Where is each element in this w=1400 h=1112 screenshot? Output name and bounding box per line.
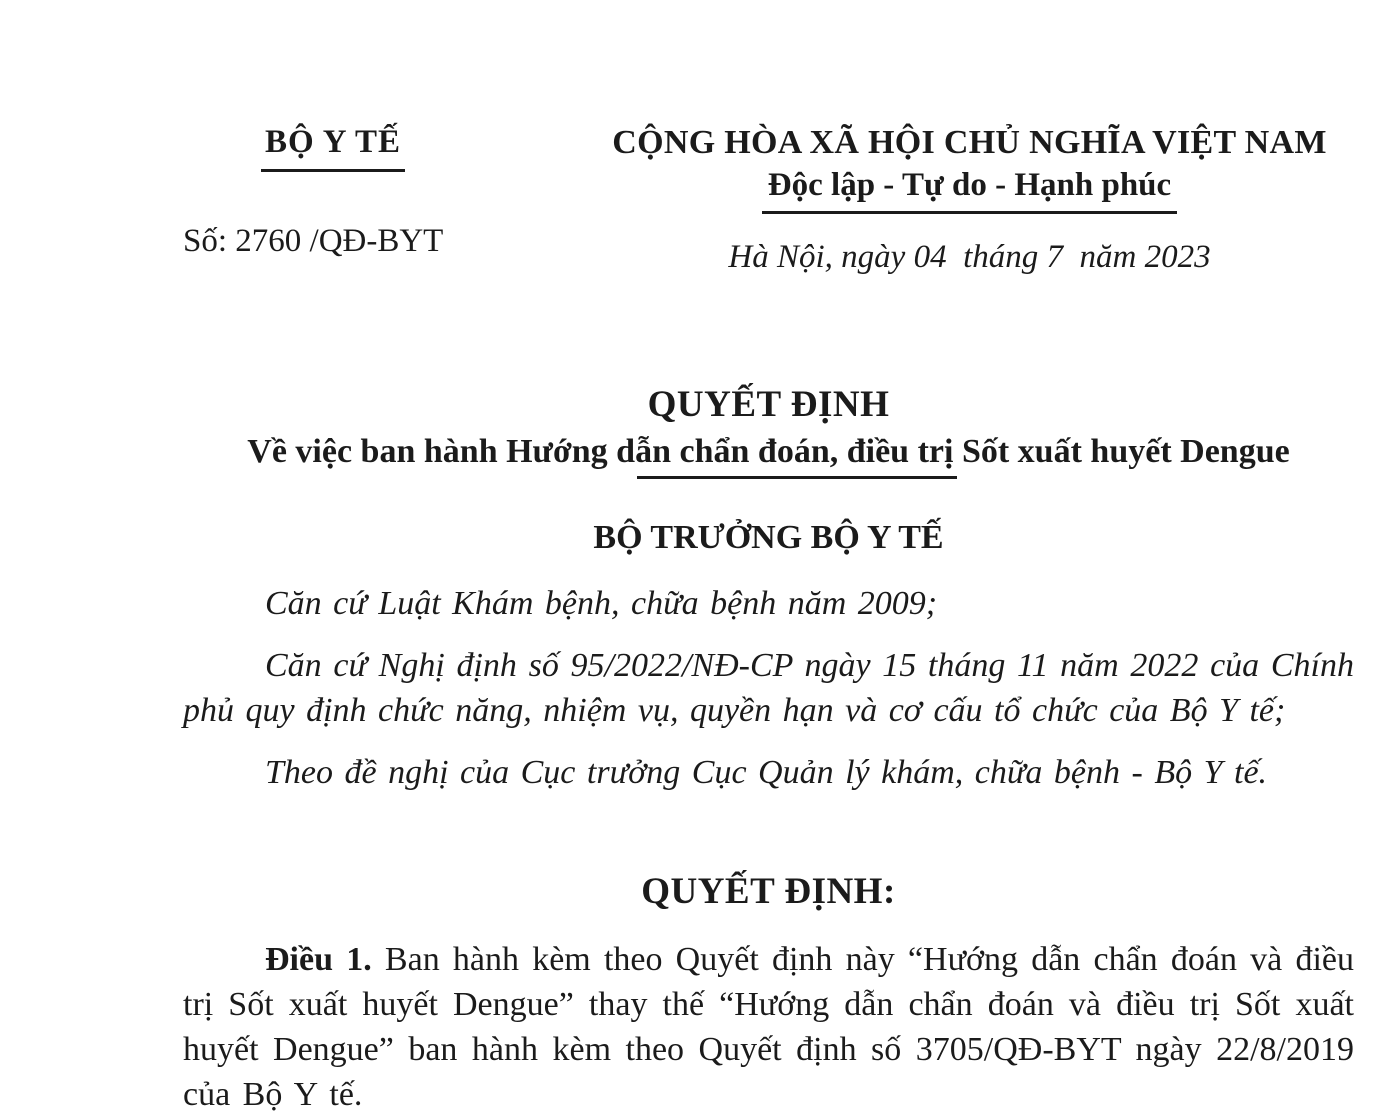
article-1-text: Ban hành kèm theo Quyết định này “Hướng dẫn chẩn đoán và điều trị Sốt xuất huyết Dengue” thay thế “Hướng dẫn chẩn đoán và điều trị Sốt xuất huyết Dengue” ban hành kèm theo Quyết định số 3705/QĐ-BYT ngày 22/8/2019 của Bộ Y tế.	[183, 941, 1355, 1112]
document-header	[183, 123, 1354, 276]
subject-divider	[637, 476, 957, 479]
preamble-paragraph: Căn cứ Luật Khám bệnh, chữa bệnh năm 2009;	[265, 585, 938, 622]
article-1-label: Điều 1.	[265, 941, 372, 978]
national-motto-text: Độc lập - Tự do - Hạnh phúc	[762, 166, 1177, 214]
decision-title: QUYẾT ĐỊNH	[647, 384, 890, 425]
article-1-paragraph	[183, 937, 1354, 1112]
preamble-paragraph: Theo đề nghị của Cục trưởng Cục Quản lý khám, chữa bệnh - Bộ Y tế.	[265, 754, 1268, 791]
decision-command-heading: QUYẾT ĐỊNH:	[641, 871, 896, 912]
preamble-section	[183, 581, 1354, 795]
document-number: Số: 2760 /QĐ-BYT	[183, 223, 444, 259]
place-date-line: Hà Nội, ngày 04 tháng 7 năm 2023	[728, 239, 1211, 275]
national-motto	[585, 166, 1354, 214]
issuer-heading: BỘ TRƯỞNG BỘ Y TẾ	[593, 519, 944, 556]
decision-subject: Về việc ban hành Hướng dẫn chẩn đoán, điều trị Sốt xuất huyết Dengue	[247, 433, 1290, 470]
national-title: CỘNG HÒA XÃ HỘI CHỦ NGHĨA VIỆT NAM	[612, 124, 1327, 161]
header-right-column	[585, 123, 1354, 276]
preamble-paragraph: Căn cứ Nghị định số 95/2022/NĐ-CP ngày 15 tháng 11 năm 2022 của Chính phủ quy định chức năng, nhiệm vụ, quyền hạn và cơ cấu tổ chức của Bộ Y tế;	[183, 647, 1354, 729]
header-left-column	[183, 123, 483, 260]
issuing-org-name: BỘ Y TẾ	[261, 123, 405, 172]
